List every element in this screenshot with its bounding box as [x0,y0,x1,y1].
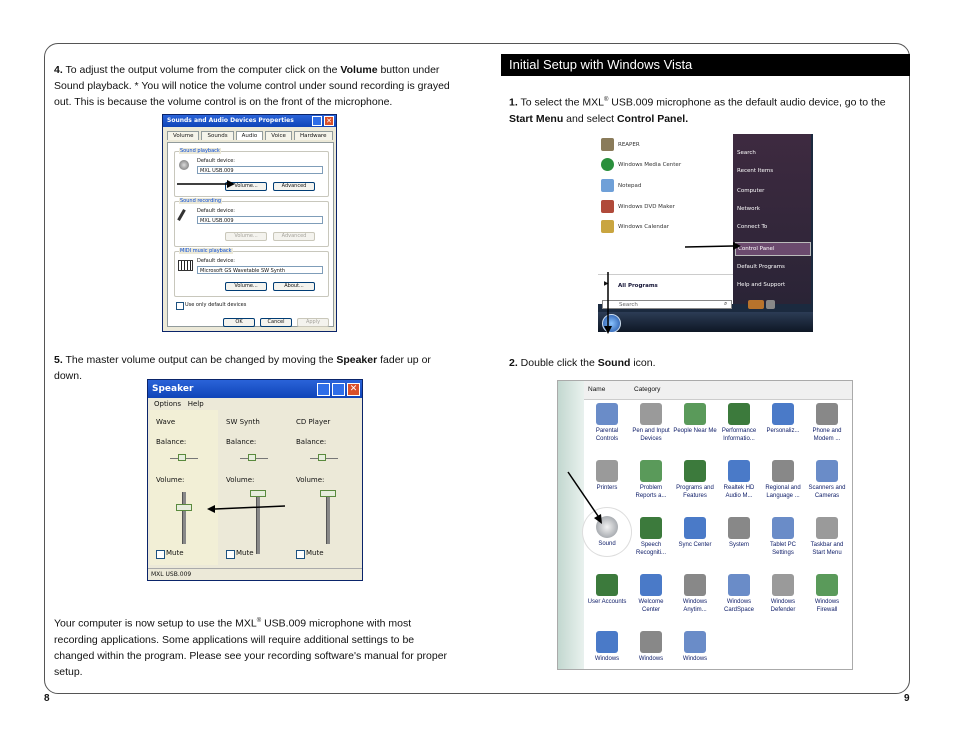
cp-item-sync-center-2-2[interactable] [673,517,717,549]
control-panel-screenshot [557,380,853,670]
recording-device-select[interactable]: MXL USB.009 [197,216,323,224]
cp-item-regional-and-language-1-4[interactable] [761,460,805,500]
wave-balance-slider[interactable] [178,454,186,461]
menu-divider [598,274,733,275]
cp-item-label: Personaliz... [766,428,800,434]
cp-item-label: Pen and Input Devices [632,428,670,442]
cp-item-label: Windows CardSpace [723,599,755,613]
notepad-icon [601,179,614,192]
wave-mute-label: Mute [166,549,184,557]
cp-item-label: System [728,542,749,548]
taskbar [598,312,813,332]
recording-group [174,198,329,247]
cp-item-performance-informatio-0-3[interactable] [717,403,761,443]
cp-item-windows-4-2[interactable] [673,631,717,663]
calendar-icon [601,220,614,233]
channel-wave-balance: Balance: [156,438,187,446]
step-2-text: 2. Double click the Sound icon. [509,357,656,369]
cp-item-windows-firewall-3-5[interactable] [805,574,849,614]
cp-item-realtek-hd-audio-m-1-3[interactable] [717,460,761,500]
taskbar-and-start-menu-icon [816,517,838,539]
cp-item-label: Windows [594,656,620,662]
cp-item-label: Windows [638,656,664,662]
start-menu-screenshot [598,134,813,332]
channel-cd-player-balance: Balance: [296,438,327,446]
cp-item-label: Taskbar and Start Menu [810,542,844,556]
tab-sounds[interactable]: Sounds [201,131,233,140]
pen-and-input-devices-icon [640,403,662,425]
cp-item-label: Scanners and Cameras [808,485,846,499]
default-devices-label: Use only default devices [185,302,247,308]
arrow-to-control-panel [683,239,741,253]
speaker-icon [179,160,189,170]
phone-and-modem-icon [816,403,838,425]
cp-item-windows-4-0[interactable] [585,631,629,663]
midi-about-button[interactable]: About... [273,282,315,291]
start-right-help-support[interactable]: Help and Support [737,282,786,288]
cp-item-welcome-center-3-1[interactable] [629,574,673,614]
side-strip [558,381,584,670]
cp-item-label: Printers [596,485,618,491]
media-center-icon [601,158,614,171]
sound-dialog-screenshot [162,114,337,332]
arrow-to-start-orb [603,272,613,334]
start-right-recent-items[interactable]: Recent Items [737,168,774,174]
arrow-to-wave-fader [205,500,285,516]
speaker-title: Speaker [152,384,194,394]
menu-options[interactable]: Options [154,400,182,408]
cancel-button[interactable]: Cancel [260,318,292,327]
start-right-connect-to[interactable]: Connect To [737,224,768,230]
user-accounts-icon [596,574,618,596]
speaker-title-bar [148,380,362,398]
cp-item-label: Windows Defender [770,599,796,613]
start-item-reaper[interactable]: REAPER [618,142,640,148]
close-icon[interactable]: ✕ [324,116,334,126]
cp-item-label: Parental Controls [595,428,619,442]
tablet-pc-settings-icon [772,517,794,539]
start-right-computer[interactable]: Computer [737,188,765,194]
midi-default-label: Default device: [197,258,235,264]
closing-paragraph: Your computer is now setup to use the MXL® USB.009 microphone with most recording applications. Some applications will require additional settings to be changed within the program. Please see your recording software's manual for proper setup. [54,617,448,678]
cp-item-label: Programs and Features [676,485,714,499]
recording-label: Sound recording [180,198,222,204]
cp-item-label: Problem Reports a... [635,485,667,499]
start-right-network[interactable]: Network [737,206,760,212]
windows-defender-icon [772,574,794,596]
maximize-icon[interactable] [332,383,345,396]
channel-sw-synth [226,410,294,565]
cp-item-user-accounts-3-0[interactable] [585,574,629,606]
step-4-text: 4. To adjust the output volume from the computer click on the Volume button under Sound playback. * You will notice the volume control under sound recording is grayed out. This is because the volume control is on the front of the microphone. [54,64,450,108]
parental-controls-icon [596,403,618,425]
recording-advanced-button: Advanced [273,232,315,241]
midi-label: MIDI music playback [180,248,232,254]
cd-player-balance-slider[interactable] [318,454,326,461]
apply-button: Apply [297,318,329,327]
windows-icon [640,631,662,653]
realtek-hd-audio-m-icon [728,460,750,482]
channel-cd-player-name: CD Player [296,418,331,426]
page-number-right: 9 [904,693,910,704]
cp-item-programs-and-features-1-2[interactable] [673,460,717,500]
channel-sw-synth-balance: Balance: [226,438,257,446]
cd-player-mute-label: Mute [306,549,324,557]
cp-item-problem-reports-a-1-1[interactable] [629,460,673,500]
page-number-left: 8 [44,693,50,704]
cp-item-label: People Near Me [673,428,717,434]
windows-firewall-icon [816,574,838,596]
windows-anytim-icon [684,574,706,596]
start-item-dvd-maker[interactable]: Windows DVD Maker [618,204,675,210]
channel-wave-name: Wave [156,418,176,426]
people-near-me-icon [684,403,706,425]
menu-bar [154,400,204,408]
recording-volume-button: Volume... [225,232,267,241]
cp-item-windows-4-1[interactable] [629,631,673,663]
problem-reports-a-icon [640,460,662,482]
sw-synth-mute-label: Mute [236,549,254,557]
cp-item-speech-recogniti-2-1[interactable] [629,517,673,557]
cp-item-windows-anytim-3-2[interactable] [673,574,717,614]
cp-item-people-near-me-0-2[interactable] [673,403,717,435]
system-icon [728,517,750,539]
start-right-default-programs[interactable]: Default Programs [737,264,785,270]
personaliz-icon [772,403,794,425]
welcome-center-icon [640,574,662,596]
cp-item-windows-cardspace-3-3[interactable] [717,574,761,614]
cd-player-volume-fader[interactable] [320,490,336,497]
channel-wave-volume: Volume: [156,476,185,484]
cp-item-label: Speech Recogniti... [635,542,666,556]
start-search-input[interactable]: Search [602,300,732,309]
start-item-media-center[interactable]: Windows Media Center [618,162,682,168]
cp-item-label: Tablet PC Settings [769,542,796,556]
default-devices-checkbox[interactable] [176,302,184,310]
recording-default-label: Default device: [197,208,235,214]
start-menu-right-pane [733,134,811,304]
cp-item-scanners-and-cameras-1-5[interactable] [805,460,849,500]
start-item-notepad[interactable]: Notepad [618,183,642,189]
start-menu-left-pane [598,134,733,304]
cp-item-tablet-pc-settings-2-4[interactable] [761,517,805,557]
midi-keyboard-icon [178,260,193,271]
cd-player-volume-track [326,492,330,544]
tab-volume[interactable]: Volume [167,131,199,140]
ok-button[interactable]: OK [223,318,255,327]
menu-help[interactable]: Help [187,400,204,408]
arrow-to-sound-icon [566,470,606,524]
sw-synth-mute-checkbox[interactable] [226,550,235,559]
wave-mute-checkbox[interactable] [156,550,165,559]
sw-synth-volume-fader[interactable] [250,490,266,497]
lock-icon[interactable] [766,300,775,309]
close-icon[interactable]: ✕ [347,383,360,396]
cp-item-system-2-3[interactable] [717,517,761,549]
cp-item-label: Realtek HD Audio M... [723,485,755,499]
all-programs-link[interactable]: All Programs [618,283,658,289]
cd-player-mute-checkbox[interactable] [296,550,305,559]
start-right-search[interactable]: Search [737,150,756,156]
cp-item-taskbar-and-start-menu-2-5[interactable] [805,517,849,557]
midi-volume-button[interactable]: Volume... [225,282,267,291]
tab-hardware[interactable]: Hardware [294,131,333,140]
step-5-text: 5. The master volume output can be changed by moving the Speaker fader up or down. [54,354,431,382]
cp-item-label: Sync Center [678,542,712,548]
sync-center-icon [684,517,706,539]
cp-item-label: Phone and Modem ... [812,428,842,442]
tab-audio[interactable]: Audio [236,131,264,140]
regional-and-language-icon [772,460,794,482]
playback-device-select[interactable]: MXL USB.009 [197,166,323,174]
playback-default-label: Default device: [197,158,235,164]
tab-voice[interactable]: Voice [265,131,292,140]
microphone-icon [177,209,186,221]
playback-label: Sound playback [180,148,220,154]
dialog-tabs [163,127,336,140]
dialog-title: Sounds and Audio Devices Properties [167,117,294,124]
cp-item-personaliz-0-4[interactable] [761,403,805,435]
windows-icon [684,631,706,653]
section-banner: Initial Setup with Windows Vista [501,54,910,76]
channel-cd-player-volume: Volume: [296,476,325,484]
reaper-icon [601,138,614,151]
cp-item-label: Windows [682,656,708,662]
windows-icon [596,631,618,653]
arrow-to-volume-button [175,178,235,190]
start-right-control-panel[interactable]: Control Panel [735,242,811,256]
channel-cd-player [296,410,363,565]
start-item-calendar[interactable]: Windows Calendar [618,224,670,230]
playback-advanced-button[interactable]: Advanced [273,182,315,191]
playback-volume-button[interactable]: Volume... [225,182,267,191]
minimize-icon[interactable] [317,383,330,396]
wave-volume-fader[interactable] [176,504,192,511]
cp-item-label: Windows Anytim... [682,599,708,613]
midi-device-select[interactable]: Microsoft GS Wavetable SW Synth [197,266,323,274]
sw-synth-balance-slider[interactable] [248,454,256,461]
scanners-and-cameras-icon [816,460,838,482]
tab-panel [167,142,334,327]
cp-item-pen-and-input-devices-0-1[interactable] [629,403,673,443]
dialog-title-bar [163,115,336,127]
triangle-right-icon: ▶ [604,280,609,287]
cp-item-sound-label: Sound [598,541,616,547]
performance-informatio-icon [728,403,750,425]
dvd-maker-icon [601,200,614,213]
cp-item-label: Performance Informatio... [721,428,757,442]
speaker-window-screenshot [147,379,363,581]
cp-item-phone-and-modem-0-5[interactable] [805,403,849,443]
playback-group [174,148,329,197]
cp-item-label: Regional and Language ... [765,485,801,499]
wave-volume-track [182,492,186,544]
channel-sw-synth-name: SW Synth [226,418,260,426]
search-icon: ⌕ [724,300,728,307]
speech-recogniti-icon [640,517,662,539]
programs-and-features-icon [684,460,706,482]
cp-item-label: User Accounts [587,599,627,605]
header-category[interactable]: Category [634,386,661,393]
power-icon[interactable] [748,300,764,309]
header-name[interactable]: Name [588,386,606,393]
step-1-text: 1. To select the MXL® USB.009 microphone as the default audio device, go to the Start Menu and select Control Panel. [509,96,886,125]
status-bar: MXL USB.009 [148,568,362,580]
help-icon[interactable] [312,116,322,126]
cp-item-parental-controls-0-0[interactable] [585,403,629,443]
windows-cardspace-icon [728,574,750,596]
cp-item-label: Welcome Center [638,599,664,613]
cp-item-windows-defender-3-4[interactable] [761,574,805,614]
channel-sw-synth-volume: Volume: [226,476,255,484]
cp-item-label: Windows Firewall [814,599,840,613]
channel-wave [156,410,224,565]
midi-group [174,248,329,297]
column-headers [584,381,853,400]
